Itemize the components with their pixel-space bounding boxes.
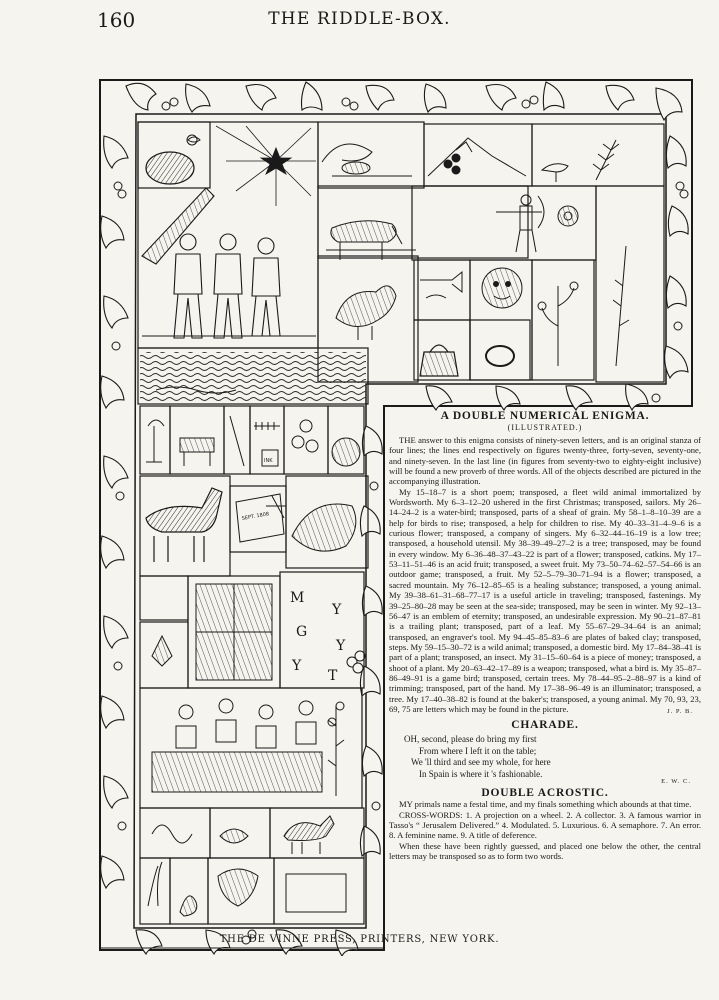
acrostic-intro: MY primals name a festal time, and my finals something which abounds at that time. [399,799,692,810]
archery [496,195,578,252]
shamrock [444,154,460,174]
choir-singers [152,699,344,796]
watermelon [146,135,200,184]
sea-shore-waves [140,352,366,402]
enigma-title: A DOUBLE NUMERICAL ENIGMA. [440,410,650,422]
printer-colophon: THE DE VINNE PRESS, PRINTERS, NEW YORK. [219,934,500,945]
acrostic-cross-words: CROSS-WORDS: 1. A projection on a wheel. 2. A collector. 3. A famous warrior in Tasso's “ Jerusalem Delivered.” 4. Modulated. 5. Luxurious. 6. A semaphore. 7. An error. 8. A feminine name. 9. A title of deference. [389,809,701,841]
enigma-clues-paragraph: My 15–18–7 is a short poem; transposed, a fleet wild animal immortalized by Wordsworth. My 6–3–12–20 ushered in the first Christmas; transposed, sailors. My 26–14–24–2 is a water-bird; transposed, parts of a sheaf of grain. My 58–1–8–10–39 are a help for birds to rise; transposed, a help for children to rise. My 40–33–31–4–9–6 is a curious flower; transposed, a company of singers. My 6–32–44–16–19 is a low tree; transposed, a household utensil. My 38–39–49–27–2 is a tree; transposed, may be found in every window. My 6–36–48–37–43–22 is part of a flower; transposed, catkins. My 17–53–11–51–46 is an acid fruit; transposed, a sweet fruit. My 73–50–74–62–57–54–66 is an outdoor game; transposed, a fruit. My 52–5–79–30–71–94 is a flower; transposed, a sacred mountain. My 76–12–85–65 is a healing substance; transposed, a young animal. My 39–38–61–31–68–77–17 is a useful article in traveling; transposed, fastenings. My 39–25–80–28 may be seen at the sea-side; transposed, may be seen in winter. My 92–13–56–47 is an emblem of eternity; transposed, an undesirable expression. My 90–21–87–81 is a trailing plant; transposed, part of a leaf. My 55–67–29–34–64 is an animal; transposed, an engraver's tool. My 94–45–85–83–6 are plates of baked clay; transposed, steps. My 59–15–30–72 is a wild animal; transposed, a domestic bird. My 17–84–38–41 is part of a plant; transposed, an insect. My 31–15–60–64 is a piece of money; transposed, a shoot of a plant. My 20–63–42–17–89 is a weapon; transposed, what a bird is. My 35–87–86–49–91 is a game bird; transposed, certain trees. My 78–44–95–2–88–97 is a kind of trimming; transposed, part of the hand. My 17–38–96–49 is an illuminator; transposed, a tree. My 17–40–38–82 is found at the baker's; transposed, a young animal. My 70, 93, 23, 69, 75 are letters which may be found in the picture. [389,486,701,714]
sign-text: SEPT. 1808 [241,511,270,522]
enigma-intro-paragraph: THE answer to this enigma consists of ninety-seven letters, and is an original stanza of four lines; the lines end respectively on figures twenty-three, forty-seven, seventy-one, and ninety-seven. In the last line (in figures from seventy-two to eighty-eight inclusive) will be found a new proverb of three words. All of the objects described are pictured in the accompanying illustration. [389,435,701,487]
ring [486,346,514,366]
frame-letter-6: T [328,668,338,684]
acrostic-title: DOUBLE ACROSTIC. [481,787,609,800]
charade-title: CHARADE. [511,719,579,732]
water-bird [322,144,412,176]
frame-letter-3: G [296,624,308,640]
page-number: 160 [97,8,136,32]
horn-and-rattle [420,272,462,298]
enigma-signature: J. P. B. [667,708,693,716]
charade-line: OH, second, please do bring my first [404,734,537,745]
enigma-subtitle: (ILLUSTRATED.) [507,423,583,432]
framed-letters [290,590,346,684]
satchel [420,345,458,376]
frame-letter-4: Y [336,638,346,654]
flower-spray [538,246,629,366]
charade-line: We 'll third and see my whole, for here [411,757,551,768]
charade-verse [389,734,701,780]
frame-letter-2: Y [332,602,342,618]
deer-animal [146,488,222,562]
antelope-drinking [326,221,416,260]
charade-line: In Spain is where it 's fashionable. [419,768,543,779]
frame-letter-1: M [290,590,305,606]
bottom-objects [148,816,346,916]
riddle-text-column [389,410,701,861]
wading-bird-and-fern [542,140,619,182]
ink-bottle-label: INK [264,458,273,464]
acrostic-closing: When these have been rightly guessed, and placed one below the other, the central letters may be transposed so as to form two words. [389,840,701,861]
maple-leaf [152,636,172,666]
charade-line: From where I left it on the table; [419,745,537,756]
three-sailors [142,188,316,338]
hen [336,286,396,340]
mountain-sinai [428,138,526,176]
running-title: THE RIDDLE-BOX. [268,9,451,29]
clown-face [482,268,522,308]
charade-signature: E. W. C. [661,778,691,786]
frame-letter-5: Y [292,658,302,674]
window-with-ivy [196,584,272,680]
star-of-bethlehem [216,126,316,206]
